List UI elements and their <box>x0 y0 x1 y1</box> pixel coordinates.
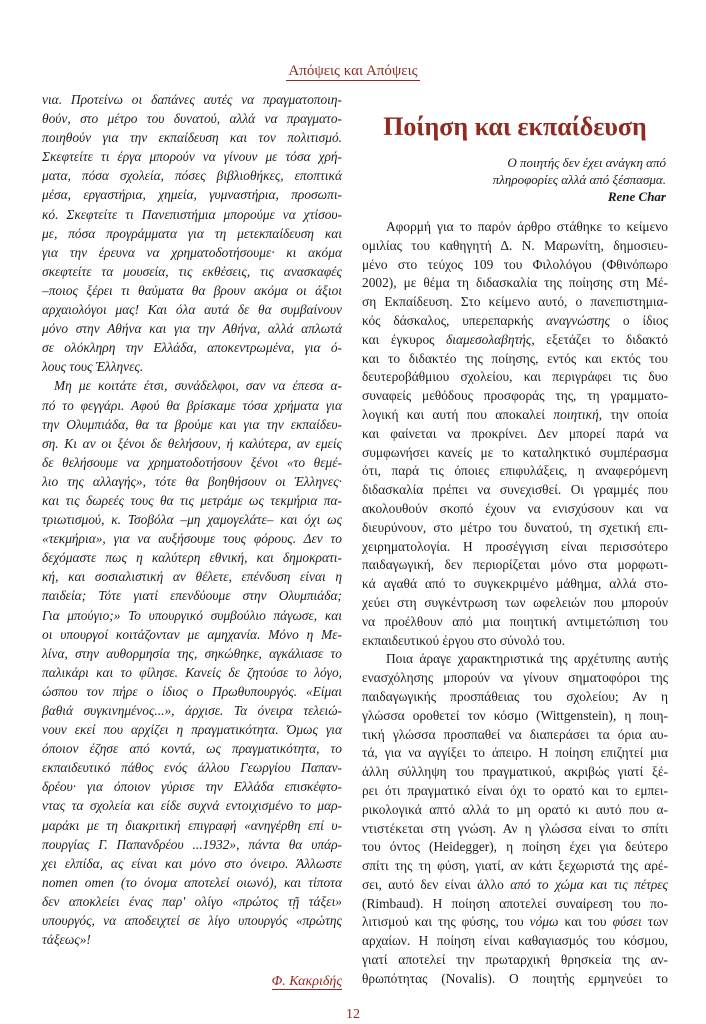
text-line: χει ελπίδα, ας είναι και μόνο στο όνειρο. Άλλωστε <box>42 855 342 871</box>
epigraph-line: πληροφορίες αλλά από ξέσπασμα. <box>492 172 666 187</box>
text-run: και του <box>558 914 613 930</box>
text-line <box>362 312 668 331</box>
text-line <box>362 913 668 932</box>
text-line: nomen omen (το όνομα αποτελεί οιωνό), και τίποτα <box>42 874 342 890</box>
text-line: –ποιος ξέρει τι θαύματα θα βρουν ακόμα οι άξιοι <box>42 282 342 298</box>
text-line: και τις δωρεές τους θα τις μετράμε ως τεκμήρια πα- <box>42 492 342 508</box>
text-line: ενασχόλησης μπορούν να γίνουν σηματοφόροι της <box>362 670 668 686</box>
text-line: παιδαγωγικής προσπάθειας του σχολείου; Αν η <box>362 688 668 704</box>
text-line: κή, και σοσιαλιστική αν θέλετε, επένδυση είναι η <box>42 569 342 585</box>
text-line: βαθιά συγκινημένος...», άρχισε. Τα όνειρα τελειώ- <box>42 703 342 718</box>
text-line: τάξεως»! <box>42 932 91 948</box>
text-line: νουν εκεί που αρχίζει η πραγματικότητα. Όμως για <box>42 722 342 738</box>
text-run: σει, αυτό δεν είναι άλλο <box>362 876 511 892</box>
text-line: Αφορμή για το παρόν άρθρο στάθηκε το κείμενο <box>386 219 668 234</box>
text-line: κό. Σκεφτείτε τι Πανεπιστήμια μπορούμε να χτίσου- <box>42 206 342 222</box>
running-header <box>0 62 706 80</box>
text-line: μόνο στην Αθήνα και για την Αθήνα, αλλά απλωτά <box>42 321 342 337</box>
text-line: ώσπου τον πήρε ο ίδιος ο Πρωθυπουργός. «Είμαι <box>42 683 342 699</box>
emphasized-text: ποιητική <box>553 406 599 422</box>
epigraph <box>362 154 666 205</box>
text-line <box>362 876 668 895</box>
text-line: αρχαιολόγοι μας! Και όλα αυτά δε θα συμβαίνουν <box>42 302 342 318</box>
text-run: και έγκυρος <box>362 331 447 347</box>
text-line: μέσα, εργαστήρια, χημεία, γυμναστήρια, προσωπι- <box>42 187 342 203</box>
text-line: συμφωνήσει κανείς με το καταληκτικό συμπέρασμα <box>362 444 668 460</box>
text-line: παιδεία; Τότε γιατί επενδύουμε στην Ολυμπιάδα; <box>42 588 342 604</box>
text-line: νια. Προτείνω οι δαπάνες αυτές να πραγματοποιη- <box>42 92 342 107</box>
text-line: σε ολόκληρη την Ελλάδα, αποκεντρωμένα, για ό- <box>42 340 342 356</box>
text-line: με, πόσα προγράμματα για τη μετεκπαίδευση και <box>42 225 342 241</box>
text-line: όποιον έζησε από κοντά, ως πραγματικότητα, το <box>42 741 342 757</box>
text-line: οι υπουργοί κοιτάζονταν με αμηχανία. Μόνο η Με- <box>42 626 342 642</box>
text-line: λιο της αλλαγής», τότε θα βοηθήσουν οι Έλληνες· <box>42 473 342 489</box>
text-run: λογική και αυτή που αποκαλεί <box>362 406 554 422</box>
text-line: ση. Κι αν οι ξένοι δε θελήσουν, ή καλύτερα, αν εμείς <box>42 435 342 451</box>
emphasized-text: νόμω <box>529 914 559 930</box>
text-line: «τεκμήρια», για να αυξήσουμε τους φόρους. Δεν το <box>42 531 342 547</box>
text-line: τά, για να αγγίξει το άπειρο. Η ποίηση επιζητεί μια <box>362 745 668 761</box>
text-line: 2002), με θέμα τη διδασκαλία της ποίησης στη Μέ- <box>362 275 668 291</box>
author-name: Φ. Κακριδής <box>271 974 342 989</box>
text-run: , εξετάζει το διδακτό <box>531 331 668 347</box>
text-line: ρει ότι πραγματικό είναι όχι το ορατό και το εμπει- <box>362 782 668 798</box>
text-run: , την οποία <box>598 406 668 422</box>
text-line: γλώσσα οροθετεί τον κόσμο (Wittgenstein), η ποιη- <box>362 707 668 723</box>
text-line: πό το φεγγάρι. Αφού θα βρίσκαμε τόσα χρήματα για <box>42 397 342 413</box>
text-line: τική γλώσσα προσπαθεί να διαπεράσει τα όρια αυ- <box>362 726 668 742</box>
text-line: (Rimbaud). Η ποίηση αποτελεί συναίρεση του πο- <box>362 895 668 911</box>
emphasized-text: διαμεσολαβητής <box>446 331 532 347</box>
emphasized-text: φύσει <box>612 914 642 930</box>
text-line: και φαίνεται να προκρίνει. Δεν μπορεί παρά να <box>362 425 668 441</box>
article-title: Ποίηση και εκπαίδευση <box>383 112 647 141</box>
text-line <box>362 331 668 350</box>
text-line: διευρύνουν, στο μέτρο του δυνατού, τη σχετική επι- <box>362 519 668 535</box>
text-line: πουργίας Γ. Παπανδρέου ...1932», πάντα θα υπάρ- <box>42 836 342 852</box>
text-line: σκεφτείτε τα μουσεία, τις εκθέσεις, τις ανασκαφές <box>42 263 342 279</box>
text-line: συναφείς μεθόδους προσφοράς της, τη γραμματο- <box>362 388 668 404</box>
text-line: μαράκι με τη διακριτική επιγραφή «ανηγέρθη επί υ- <box>42 817 342 833</box>
text-line: άλλη σύλληψη του πραγματικού, ακριβώς γιατί ξέ- <box>362 764 668 780</box>
text-line: δρέου· για όποιον γύρισε την Ελλάδα επισκέφτο- <box>42 779 342 795</box>
text-line <box>362 406 668 425</box>
text-line: μένο στο τεύχος 109 του Φιλολόγου (Φθινόπωρο <box>362 256 668 272</box>
epigraph-author: Rene Char <box>607 189 666 204</box>
text-run: ο ίδιος <box>610 312 668 328</box>
text-line: θούν, στο μέτρο του δυνατού, αλλά να πραγματο- <box>42 111 342 127</box>
text-line: ακολουθούν σκοπό έχουν να ενισχύσουν και να <box>362 500 668 516</box>
text-line: του όντος (Heidegger), η ποίηση έχει για δεύτερο <box>362 839 668 855</box>
text-line: να προέλθουν από μια ποιητική αντιμετώπιση του <box>362 613 668 629</box>
text-line: ποιηθούν για την εκπαίδευση και τον πολιτισμό. <box>42 130 342 146</box>
text-line: χειρηματολογία. Η προσέγγιση είναι περισσότερο <box>362 538 668 554</box>
text-line: Για μπούγιο;» Το υπουργικό συμβούλιο πάγωσε, και <box>42 607 342 623</box>
text-line: λους τους Έλληνες. <box>42 359 144 375</box>
text-line: δεν αποκλείει ένας παρ' ολίγο «πρώτος τῇ τάξει» <box>42 893 342 909</box>
text-line: σπίτι της τη φύση, γιατί, αν κάτι ξεχωριστά της αρέ- <box>362 858 668 874</box>
page-number: 12 <box>346 1007 360 1022</box>
text-line: Μη με κοιτάτε έτσι, συνάδελφοι, σαν να έπεσα α- <box>54 378 342 394</box>
text-run: κός δάσκαλος, υπερεπαρκής <box>362 312 546 328</box>
text-run: λιτισμού και της φύσης, του <box>362 914 530 930</box>
right-column-text <box>362 218 668 989</box>
text-line: θρωπότητας (Novalis). Ο ποιητής ερμηνεύει το <box>362 970 668 986</box>
text-line: ομιλίας του καθηγητή Δ. Ν. Μαρωνίτη, δημοσιευ- <box>362 237 668 253</box>
text-line: παλικάρι και το φίλησε. Κανείς δε ζητούσε το λόγο, <box>42 664 342 680</box>
author-signature <box>42 973 342 991</box>
text-line: λίνα, στην αυθορμησία της, σηκώθηκε, αγκάλιασε το <box>42 645 342 661</box>
text-line: παιδαγωγική, δεν περιορίζεται μόνο στα μορφωτι- <box>362 557 668 573</box>
text-line: δε θελήσουμε να χρηματοδοτήσουν ξένοι «το θεμέ- <box>42 454 342 470</box>
text-line: ντας τα σχολεία και είδε συχνά εντοιχισμένο το μαρ- <box>42 798 342 814</box>
text-line: ση Εκπαίδευση. Στο κείμενο αυτό, ο πανεπιστημια- <box>362 294 668 310</box>
text-line: δεχόμαστε πως η καλύτερη εθνική, και δημοκρατι- <box>42 550 342 566</box>
text-line: Ποια άραγε χαρακτηριστικά της αρχέτυπης αυτής <box>386 651 668 667</box>
text-line: γιατί αποτελεί την πρωταρχική θρησκεία της αν- <box>362 952 668 968</box>
epigraph-line: Ο ποιητής δεν έχει ανάγκη από <box>507 155 666 170</box>
text-line: διδασκαλία πρέπει να συνεχισθεί. Οι γραμμές που <box>362 482 668 498</box>
text-line: για την έρευνα να χρηματοδοτήσουμε· κι ακόμα <box>42 244 342 260</box>
text-line: χεύει στη συγκέντρωση των ωφελειών που μπορούν <box>362 594 668 610</box>
text-line: την Ολυμπιάδα, θα τα βρούμε και για την εκπαίδευ- <box>42 416 342 432</box>
text-line: εκπαιδευτικό πάθος ενός άλλου Γεωργίου Παπαν- <box>42 760 342 776</box>
text-line: δευτεροβάθμιου σχολείου, και περιγράφει τις δυο <box>362 369 668 385</box>
text-line: ότι, παρά τις όποιες επιφυλάξεις, η αναφερόμενη <box>362 463 668 479</box>
text-line: τριωτισμού, κ. Τσοβόλα –μη χαμογελάτε– και όχι ως <box>42 512 342 528</box>
text-line: εκπαιδευτικού έργου στο σύνολό του. <box>362 632 566 648</box>
text-line: ματα, πόσα σχολεία, πόσες βιβλιοθήκες, εποπτικά <box>42 168 342 184</box>
text-line: και το διδακτέο της ποίησης, εντός και εκτός του <box>362 350 668 366</box>
text-line: ντιστέκεται στη γνώση. Αν η γλώσσα είναι το σπίτι <box>362 820 668 836</box>
emphasized-text: αναγνώστης <box>545 312 611 328</box>
text-line: αρχαίων. Η ποίηση είναι καθαγιασμός του κόσμου, <box>362 933 668 949</box>
section-title: Απόψεις και Απόψεις <box>288 63 418 79</box>
text-line: κά αγαθά από το συγκεκριμένο μάθημα, αλλά στο- <box>362 576 668 592</box>
text-line: Σκεφτείτε τι έργα μπορούν να γίνουν με τόσα χρή- <box>42 149 342 165</box>
text-run: των <box>641 914 668 930</box>
emphasized-text: από το χώμα και τις πέτρες <box>510 876 668 892</box>
text-line: υπουργός, να αποδειχτεί σε λίγο υπουργός «πρώτης <box>42 913 342 929</box>
left-column-text <box>42 90 342 949</box>
text-line: ρικολογικά απτό αλλά το μη ορατό κι αυτό που α- <box>362 801 668 817</box>
